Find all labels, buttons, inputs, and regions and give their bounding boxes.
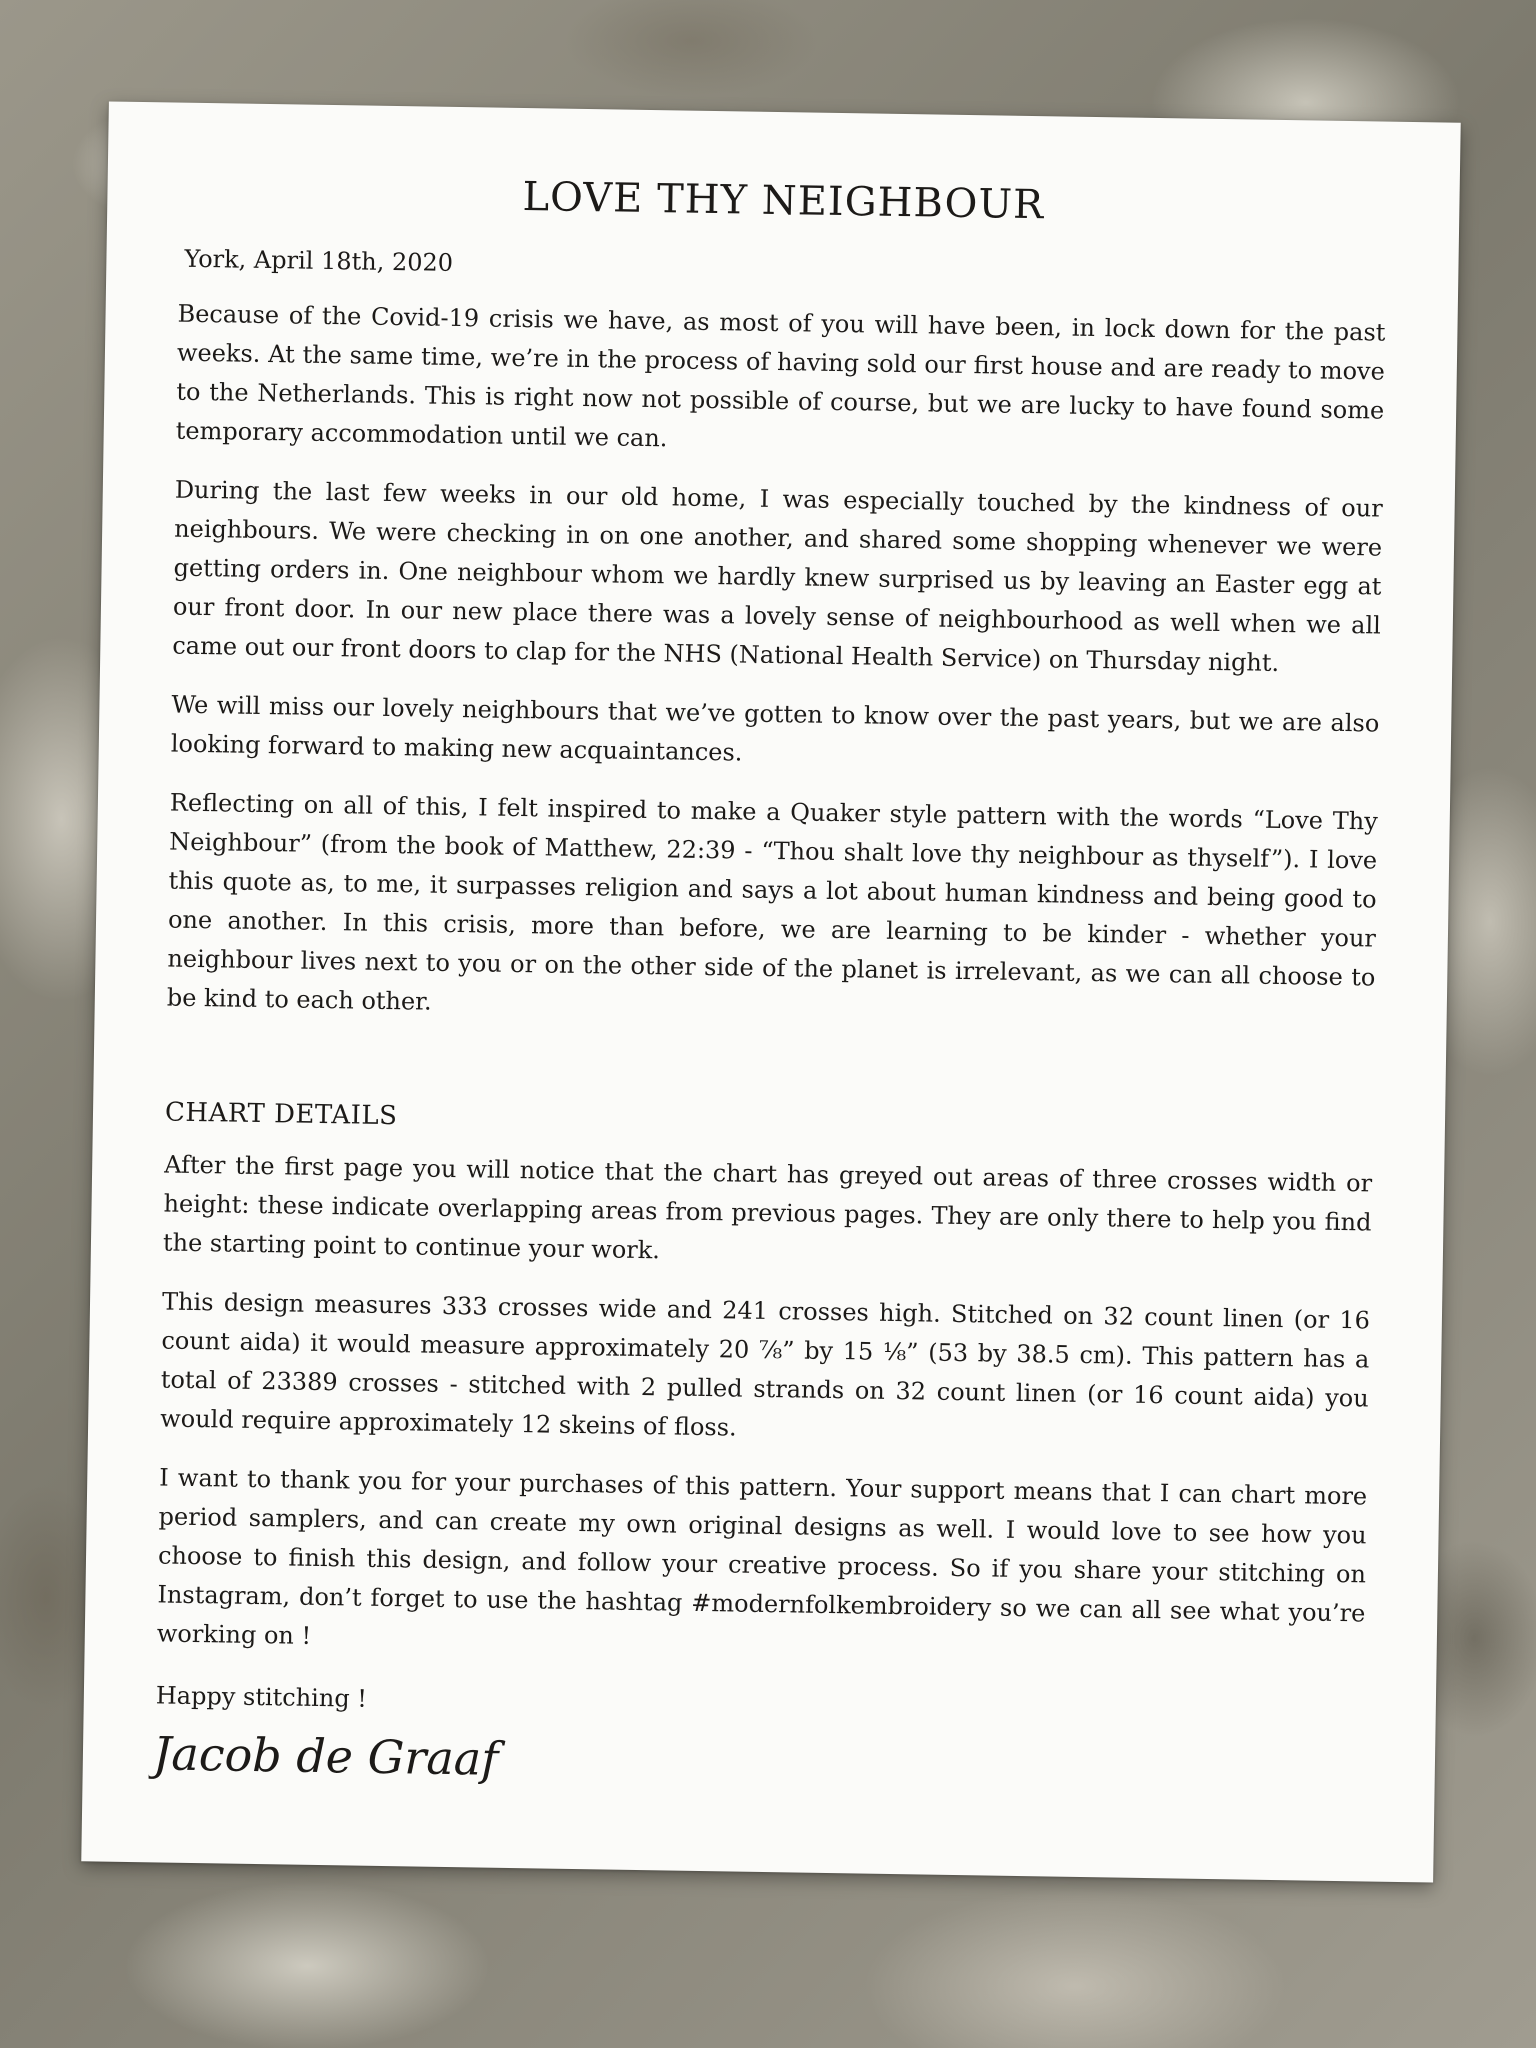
intro-paragraph-4: Reflecting on all of this, I felt inspired to make a Quaker style pattern with the words “Love Thy Neighbour” (from the book of Matthew, 22:39 - “Thou shalt love thy neighbour as thyself”). I love this quote as, to me, it surpasses religion and says a lot about human kindness and being good to one another. In this crisis, more than before, we are learning to be kinder - whether your neighbour lives next to you or on the other side of the planet is irrelevant, as we can all choose to be kind to each other. xyxy=(166,788,1378,1016)
intro-paragraph-1: Because of the Covid-19 crisis we have, as most of you will have been, in lock down for the past weeks. At the same time, we’re in the process of having sold our first house and are ready to move to the Netherlands. This is right now not possible of course, but we are lucky to have found some temporary accommodation until we can. xyxy=(175,299,1386,453)
chart-paragraph-3: I want to thank you for your purchases of this pattern. Your support means that I can chart more period samplers, and can create my own original designs as well. I would love to see how you choose to finish this design, and follow your creative process. So if you share your stitching on Instagram, don’t forget to use the hashtag #modernfolkembroidery so we can all see what you’re working on ! xyxy=(156,1463,1368,1650)
handwritten-signature xyxy=(148,1713,509,1799)
closing-line: Happy stitching ! xyxy=(155,1681,368,1713)
signature-text: Jacob de Graaf xyxy=(152,1726,499,1786)
printed-page xyxy=(81,101,1460,1882)
dateline: York, April 18th, 2020 xyxy=(184,244,454,277)
chart-paragraph-2: This design measures 333 crosses wide and 241 crosses high. Stitched on 32 count linen (or 16 count aida) it would measure approximately 20 ⅞” by 15 ⅛” (53 by 38.5 cm). This pattern has a total of 23389 crosses - stitched with 2 pulled strands on 32 count linen (or 16 count aida) you would require approximately 12 skeins of floss. xyxy=(160,1287,1371,1442)
chart-paragraph-1: After the first page you will notice that the chart has greyed out areas of three crosses width or height: these indicate overlapping areas from previous pages. They are only there to help you find the starting point to continue your work. xyxy=(162,1150,1373,1265)
page-title: LOVE THY NEIGHBOUR xyxy=(522,174,1045,229)
chart-details-heading: CHART DETAILS xyxy=(164,1097,398,1132)
intro-paragraph-3: We will miss our lovely neighbours that we’ve gotten to know over the past years, but we are also looking forward to making new acquaintances. xyxy=(170,690,1380,767)
intro-paragraph-2: During the last few weeks in our old home, I was especially touched by the kindness of our neighbours. We were checking in on one another, and shared some shopping whenever we were getting orders in. One neighbour whom we hardly knew surprised us by leaving an Easter egg at our front door. In our new place there was a lovely sense of neighbourhood as well when we all came out our front doors to clap for the NHS (National Health Service) on Thursday night. xyxy=(172,475,1383,677)
